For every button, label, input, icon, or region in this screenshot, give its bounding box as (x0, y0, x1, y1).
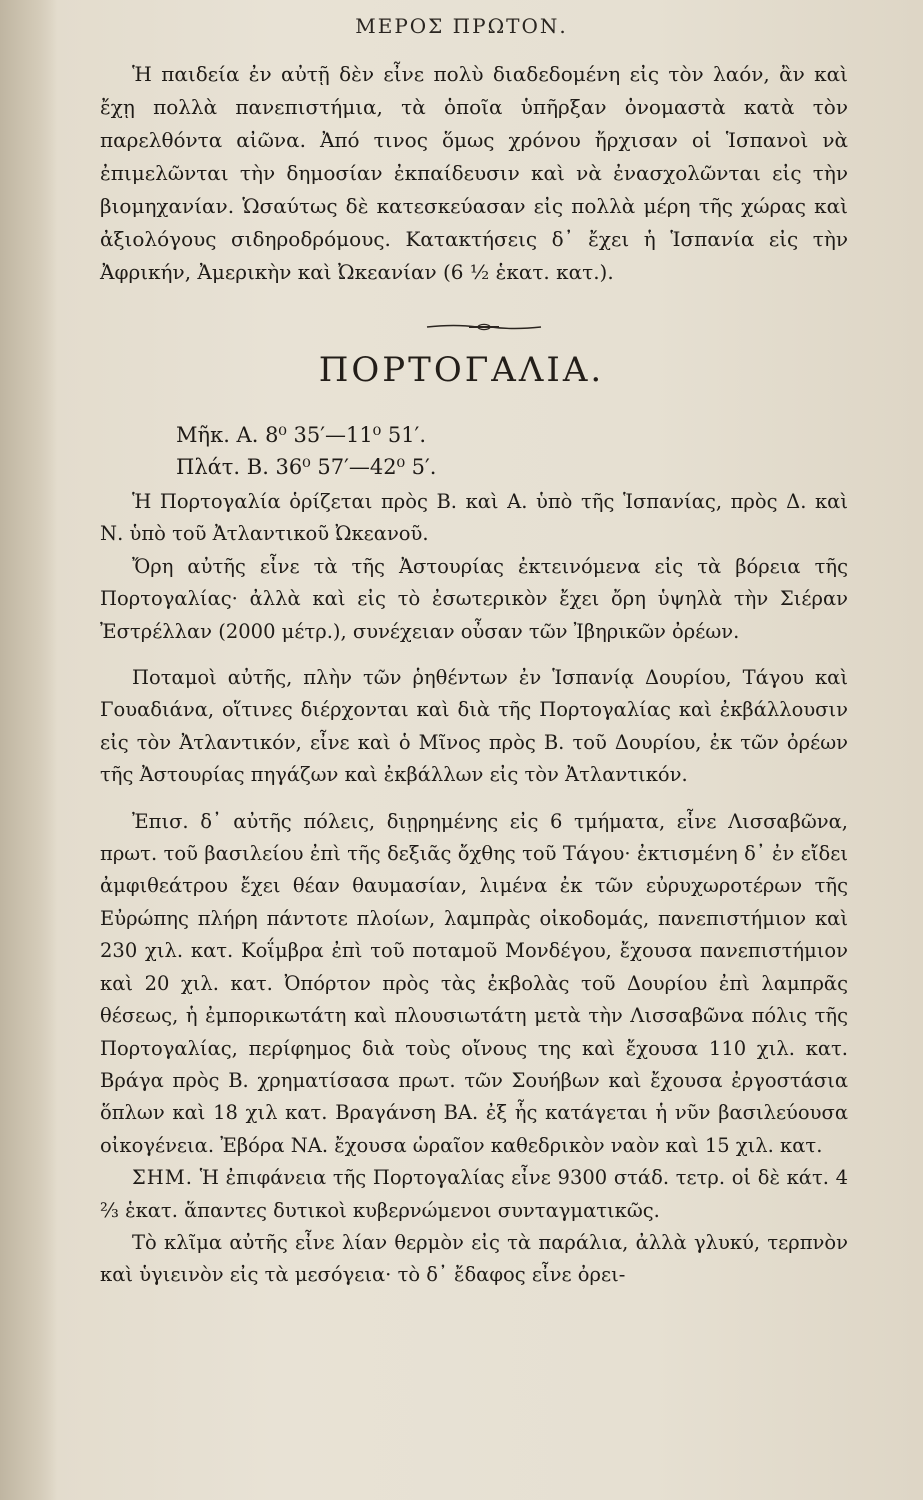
longitude-line: Μῆκ. Α. 8⁰ 35′—11⁰ 51′. (176, 423, 427, 447)
section-divider (425, 322, 543, 332)
climate-paragraph: Τὸ κλῖμα αὐτῆς εἶνε λίαν θερμὸν εἰς τὰ παράλια, ἀλλὰ γλυκύ, τερπνὸν καὶ ὑγιεινὸν εἰς τὰ μεσόγεια· τὸ δ᾽ ἔδαφος εἶνε ὀρει- (100, 1230, 848, 1287)
note-text: Ἡ ἐπιφάνεια τῆς Πορτογαλίας εἶνε 9300 στάδ. τετρ. οἱ δὲ κάτ. 4 ⅔ ἑκατ. ἅπαντες δυτικοὶ κυβερνώμενοι συνταγματικῶς. (100, 1166, 849, 1222)
note-label: ΣΗΜ. (132, 1166, 193, 1190)
note-paragraph (100, 1162, 848, 1227)
mountains-paragraph: Ὄρη αὐτῆς εἶνε τὰ τῆς Ἀστουρίας ἐκτεινόμενα εἰς τὰ βόρεια τῆς Πορτογαλίας· ἀλλὰ καὶ εἰς τὸ ἐσωτερικὸν ἔχει ὄρη ὑψηλὰ τὴν Σιέραν Ἐστρέλλαν (2000 μέτρ.), συνέχειαν οὖσαν τῶν Ἰβηρικῶν ὀρέων. (100, 554, 848, 643)
cities-paragraph: Ἐπισ. δ᾽ αὐτῆς πόλεις, διῃρημένης εἰς 6 τμήματα, εἶνε Λισσαβῶνα, πρωτ. τοῦ βασιλείου ἐπὶ τῆς δεξιᾶς ὄχθης τοῦ Τάγου· ἐκτισμένη δ᾽ ἐν εἴδει ἀμφιθεάτρου ἔχει θέαν θαυμασίαν, λιμένα ἐκ τῶν εὐρυχωροτέρων τῆς Εὐρώπης πλήρη πάντοτε πλοίων, λαμπρὰς οἰκοδομάς, πανεπιστήμιον καὶ 230 χιλ. κατ. Κοΐμβρα ἐπὶ τοῦ ποταμοῦ Μονδέγου, ἔχουσα πανεπιστήμιον καὶ 20 χιλ. κατ. Ὀπόρτον πρὸς τὰς ἐκβολὰς τοῦ Δουρίου ἐπὶ λαμπρᾶς θέσεως, ἡ ἐμπορικωτάτη καὶ πλουσιωτάτη μετὰ τὴν Λισσαβῶνα πόλις τῆς Πορτογαλίας, περίφημος διὰ τοὺς οἴνους της καὶ ἔχουσα 110 χιλ. κατ. Βράγα πρὸς Β. χρηματίσασα πρωτ. τῶν Σουήβων καὶ ἔχουσα ἐργοστάσια ὅπλων καὶ 18 χιλ κατ. Βραγάνση ΒΑ. ἐξ ἧς κατάγεται ἡ νῦν βασιλεύουσα οἰκογένεια. Ἐβόρα ΝΑ. ἔχουσα ὡραῖον καθεδρικὸν ναὸν καὶ 15 χιλ. κατ. (100, 809, 848, 1157)
running-head: ΜΕΡΟΣ ΠΡΩΤΟΝ. (355, 14, 568, 38)
body-text (100, 486, 848, 1292)
section-title: ΠΟΡΤΟΓΑΛΙΑ. (318, 350, 605, 390)
rivers-paragraph: Ποταμοὶ αὐτῆς, πλὴν τῶν ῥηθέντων ἐν Ἱσπανίᾳ Δουρίου, Τάγου καὶ Γουαδιάνα, οἵτινες διέρχονται καὶ διὰ τῆς Πορτογαλίας καὶ ἐκβάλλουσιν εἰς τὸν Ἀτλαντικόν, εἶνε καὶ ὁ Μῖνος πρὸς Β. τοῦ Δουρίου, ἐκ τῶν ὀρέων τῆς Ἀστουρίας πηγάζων καὶ ἐκβάλλων εἰς τὸν Ἀτλαντικόν. (100, 666, 848, 787)
borders-paragraph: Ἡ Πορτογαλία ὁρίζεται πρὸς Β. καὶ Α. ὑπὸ τῆς Ἱσπανίας, πρὸς Δ. καὶ Ν. ὑπὸ τοῦ Ἀτλαντικοῦ Ὠκεανοῦ. (100, 490, 848, 546)
intro-paragraph-text: Ἡ παιδεία ἐν αὐτῇ δὲν εἶνε πολὺ διαδεδομένη εἰς τὸν λαόν, ἂν καὶ ἔχῃ πολλὰ πανεπιστήμια, τὰ ὁποῖα ὑπῆρξαν ὀνομαστὰ κατὰ τὸν παρελθόντα αἰῶνα. Ἀπό τινος ὅμως χρόνου ἤρχισαν οἱ Ἱσπανοὶ νὰ ἐπιμελῶνται τὴν δημοσίαν ἐκπαίδευσιν καὶ νὰ ἐνασχολῶνται εἰς τὴν βιομηχανίαν. Ὡσαύτως δὲ κατεσκεύασαν εἰς πολλὰ μέρη τῆς χώρας καὶ ἀξιολόγους σιδηροδρόμους. Κατακτήσεις δ᾽ ἔχει ἡ Ἱσπανία εἰς τὴν Ἀφρικήν, Ἀμερικὴν καὶ Ὠκεανίαν (6 ½ ἑκατ. κατ.). (100, 62, 848, 284)
page-gutter-shadow (0, 0, 58, 1500)
intro-paragraph (100, 58, 848, 289)
latitude-line: Πλάτ. Β. 36⁰ 57′—42⁰ 5′. (176, 455, 437, 479)
